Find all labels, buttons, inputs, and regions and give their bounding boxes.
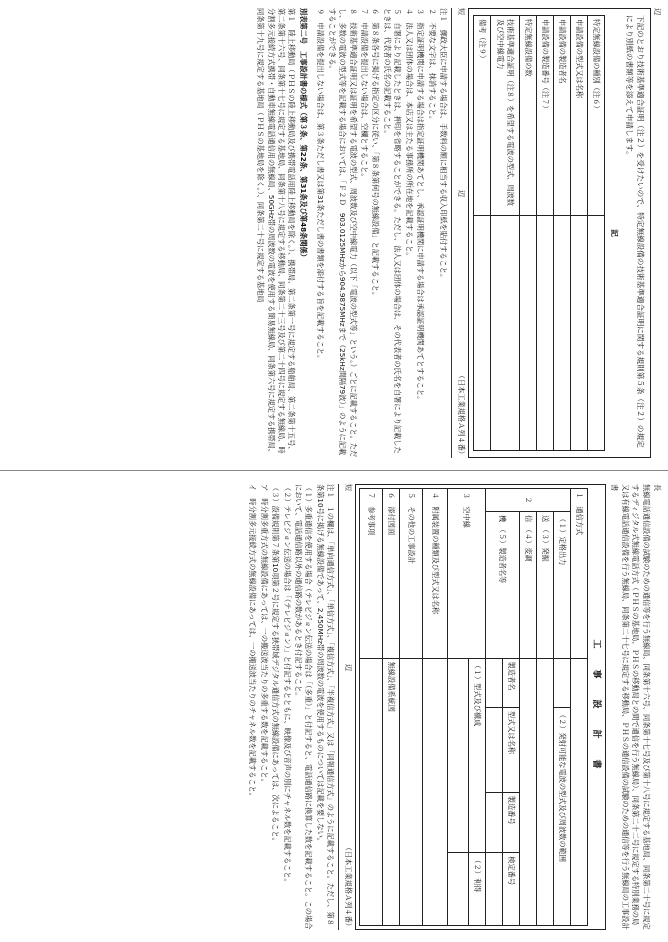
note-item: ６ 第８条各号に掲げる指定の区分に従い、「第８条第何号の無線設備」と記載すること。	[371, 8, 381, 300]
note-item: 注１ 郵政大臣に申請する場合は、手数料の額に相当する収入印紙を貼付すること。	[439, 8, 449, 282]
row-label: 信 （４）変調	[519, 512, 536, 659]
record-heading: 記	[609, 229, 619, 237]
row-value[interactable]	[553, 658, 570, 707]
notes-list	[247, 484, 336, 930]
application-form-page	[0, 0, 668, 468]
cell[interactable]	[447, 853, 468, 926]
note-item: 注１ １の欄は、「単向通信方式」、「単信方式」、「複信方式」、「半複信方式」又は「同報通信方式」のように記載すること。ただし、第８条第10号に掲げる無線設備であって、2,450MHz帯の周波数の電波を使用するものについては記載を要しない。	[315, 484, 336, 926]
note-item: （２）テレビジョン伝送の場合は「（テレビジョン）」と付記するとともに、映像及び音声の別にチャネル数を記載すること。	[282, 484, 292, 886]
column-header: （１）型式及び構成	[468, 658, 485, 853]
form-row-label: 申請設備の型式又は名称	[570, 16, 587, 216]
form-row-value[interactable]	[553, 216, 570, 451]
design-form-page	[0, 476, 668, 938]
footnote-label: 短	[456, 8, 466, 16]
column-header: 製造者名	[502, 658, 519, 707]
row-value[interactable]	[570, 658, 587, 925]
table-row	[519, 489, 536, 926]
row-label: （２）発射可能な電波の型式及び周波数の範囲	[553, 707, 570, 925]
table-row	[553, 489, 570, 926]
row-label: ６ 添付図面	[382, 489, 399, 659]
table-row	[536, 16, 553, 451]
table-row	[553, 16, 570, 451]
row-label: ４ 附属装置の種類及び型式又は名称	[422, 489, 447, 659]
footnote-mark: 辺	[343, 663, 353, 672]
row-label: ２	[485, 489, 570, 512]
paper-standard: （日本工業規格Ａ列４番）	[456, 371, 466, 458]
column-header: 型式又は名称	[502, 707, 519, 792]
row-value[interactable]	[399, 658, 422, 925]
column-header: 製造番号	[502, 792, 519, 852]
form-row-label: 技術基準適合証明（注８）を希望する電波の型式、周波数及び空中線電力	[490, 16, 519, 216]
form-row-label: 特定無線設備の数	[519, 16, 536, 216]
row-label: 送 （３）発振	[536, 512, 553, 659]
application-box	[468, 8, 651, 458]
row-value[interactable]	[536, 658, 553, 925]
table-row	[422, 489, 447, 926]
table-row	[502, 489, 519, 926]
form-row-value[interactable]	[519, 216, 536, 451]
design-box	[355, 484, 606, 930]
note-item: ア 時分割多重方式の無線設備にあっては、一の搬送波当たりの多重する数を記載すること。	[259, 484, 269, 786]
footnote-header	[342, 484, 352, 930]
row-label: ５ その他の工事設計	[399, 489, 422, 659]
table-row	[519, 16, 536, 451]
design-intro: 無線電話通信設備の試験のための通信等を行う無線局、同条第十六号、同条第十七号及び第十八号に規定する基地局、同条第二十号に規定するディジタル式無線電話方式（ＰＨＳの基地局、ＰＨＳの移動局との間で通信を行う無線局）、同条第二十二号に規定する特別業務の局又は有線電話通信設備を行う無線局、同条第二十七号に規定する移動局、ＰＨＳの通信設備の試験のための通信等を行う無線局の工事設計書	[610, 484, 651, 930]
note-item: ２ 不要な文字は、抹消すること。	[427, 8, 437, 124]
table-row	[382, 489, 399, 926]
row-value[interactable]	[519, 658, 536, 925]
footnote-label: 短	[343, 484, 353, 492]
note-item: ７ 申請設備を提出しない場合は、空欄とすること。	[360, 8, 370, 181]
row-label: （１）定格出力	[553, 512, 570, 659]
cell[interactable]	[485, 658, 502, 707]
design-title: 工 事 設 計 書	[590, 639, 601, 775]
cell[interactable]	[485, 853, 502, 926]
note-item: ８ 技術基準適合証明又は証明を希望する電波の型式、周波数及び空中線電力（以下「電波の型式等」という。）ごとに記載すること。ただし、多数の電波の型式等を記載する場合においては、「Ｆ２Ｄ 903.0125MHzから904.9875MHzまで（25kHz間隔79波）」のように記載することができる。	[327, 8, 358, 458]
table-row	[359, 489, 382, 926]
row-value[interactable]	[359, 658, 382, 925]
table-row	[536, 489, 553, 926]
table-row	[570, 489, 587, 926]
cell[interactable]	[447, 658, 468, 853]
row-label: 機 （５）製造者名等	[485, 512, 519, 659]
row-label: １ 通信方式	[570, 489, 587, 659]
table-row	[473, 16, 490, 451]
page-divider	[0, 470, 668, 471]
row-value: 無線設備系統図	[382, 658, 399, 925]
form-row-label: 申請設備の製造者名	[553, 16, 570, 216]
table-row	[587, 16, 604, 451]
table-row	[468, 489, 485, 926]
cell[interactable]	[485, 792, 502, 852]
form-row-value[interactable]	[536, 216, 553, 451]
form-row-value[interactable]	[490, 216, 519, 451]
note-item: ５ 自署により記載したときは、押印を省略することができる。ただし、法人又は団体の場合は、その代表者の氏名を自署により記載したときは、代表者の氏名の記載すること。	[382, 8, 403, 454]
note-item: ４ 法人又は団体の場合は、本店又は主たる事務所の所在地を記載すること。	[404, 8, 414, 260]
note-item: イ 時分割多元接続方式の無線設備にあっては、一の搬送波当たりのチャネル数を記載すること。	[248, 484, 258, 800]
note-item: ９ 申請設備を提出しない場合は、第３条ただし書又は第31条ただし書の書類を添付する旨を記載すること。	[316, 8, 326, 363]
annex-body: 第１ 陸上移動局（ＰＨＳの陸上移動局及び携帯電話用陸上移動局を除く。）、携帯局、第二条第一号に規定する船舶局、第二条第十五号、第二条第十六号、同条第十七号に規定する基地局、同条第十八号に規定する移動局、同条第二十三号及び第二十四号に規定する無線局、時分割多元接続方式携帯・自動車無線電話通信用の無線局、50GHz帯の周波数の電波を使用する簡易無線局、同条第六号に規定する携帯局、同条第十九号に規定する基地局（ＰＨＳの基地局を除く。）、同条第二十号に規定する基地局	[256, 8, 297, 456]
note-item: （３）設備規則第７条第10項第２号に規定する狭帯域デジタル通信方式の無線設備にあっては、次によること。	[271, 484, 281, 845]
note-item: ３ 指定証明機関に申請する場合は指定証明機関あてとし、承認証明機関に申請する場合は承認証明機関あてとすること。	[416, 8, 426, 404]
row-label: ３ 空中線	[447, 489, 485, 659]
table-row	[570, 16, 587, 451]
form-row-label: 備考（注９）	[473, 16, 490, 216]
form-row-label: 申請設備の製造番号（注７）	[536, 16, 553, 216]
form-row-value[interactable]	[587, 216, 604, 451]
form-row-value[interactable]	[570, 216, 587, 451]
notes-list	[315, 8, 448, 458]
column-header: （２）利得	[468, 853, 485, 926]
table-row	[490, 16, 519, 451]
form-row-label: 特定無線設備の種別（注６）	[587, 16, 604, 216]
table-row	[399, 489, 422, 926]
footnote-header	[455, 8, 465, 458]
application-intro: 下記のとおり技術基準適合証明（注２）を受けたいので、特定無線設備の技術基準適合証明に関する規則第５条（注２）の規定により別紙の書類等を添えて申請します。	[624, 15, 645, 448]
footnote-mark: 辺	[456, 189, 466, 198]
note-item: （１）多重通信を使用する場合（テレビジョン伝送の場合は「（多重）」と付記すると、電話通信路に換算した数を記載すること。この場合において、電話通信路以外の通信路の数があるとき付記すること。	[294, 484, 314, 930]
form-row-value[interactable]	[473, 216, 490, 451]
row-label: ７ 参考事項	[359, 489, 382, 659]
corner-mark: 長	[653, 484, 662, 492]
design-table	[359, 488, 588, 926]
row-value[interactable]	[422, 658, 447, 925]
cell[interactable]	[485, 707, 502, 792]
corner-mark: 辺	[653, 8, 662, 16]
annex-title: 別表第二号 工事設計書の様式（第３条、第22条、第31条及び第48条関係）	[298, 8, 308, 261]
application-form-table	[473, 15, 605, 451]
column-header: 検定番号	[502, 853, 519, 926]
paper-standard: （日本工業規格Ａ列４番）	[343, 843, 353, 930]
